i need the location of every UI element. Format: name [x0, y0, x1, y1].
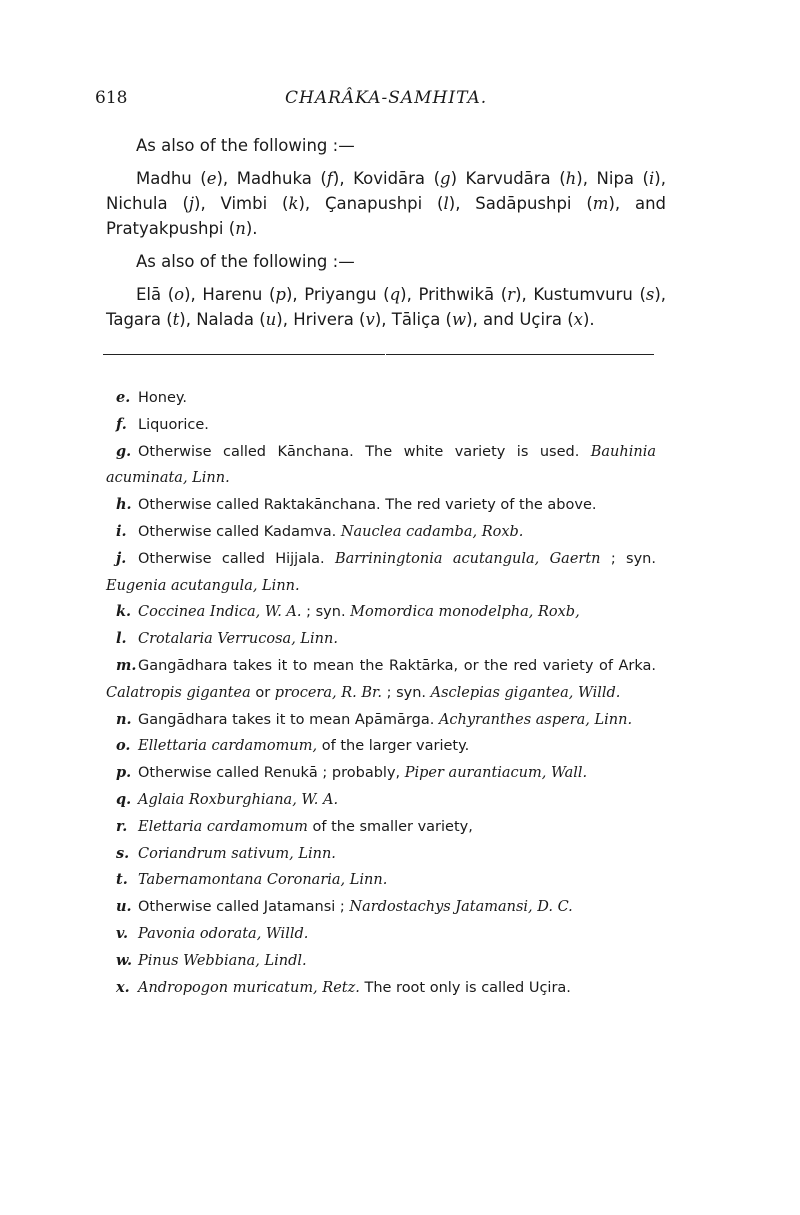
list-separator: .: [589, 310, 595, 329]
footnote-ref: p: [275, 285, 286, 304]
ingredient-name: Çanapushpi: [324, 194, 423, 213]
footnote-ref: t: [172, 310, 180, 329]
ingredient-name: Madhuka: [236, 169, 312, 188]
footnote-letter: r.: [116, 817, 128, 835]
footnote-ref: g: [440, 169, 451, 188]
footnote-ref: n: [235, 219, 246, 238]
footnote-letter: k.: [116, 603, 132, 621]
botanical-name: Calatropis gigantea: [106, 684, 251, 701]
ingredient-name: Uçira: [519, 310, 562, 329]
footnote-ref: m: [592, 194, 609, 213]
botanical-name: Coccinea Indica, W. A.: [138, 604, 302, 621]
botanical-name: Tabernamontana Coronaria, Linn.: [138, 872, 388, 889]
footnote-text: ; syn.: [381, 684, 431, 701]
footnote-text: Liquorice.: [138, 416, 209, 433]
botanical-name: Momordica monodelpha, Roxb,: [350, 604, 580, 621]
footnote: [106, 841, 656, 868]
botanical-name: Aglaia Roxburghiana, W. A.: [138, 791, 339, 808]
list-separator: ,: [282, 310, 294, 329]
ingredient-name: Vimbi: [220, 194, 268, 213]
footnote-letter: u.: [116, 898, 132, 916]
footnote-divider-left: [103, 354, 385, 355]
footnote: [106, 787, 656, 814]
footnote: [106, 492, 656, 519]
ingredient-name: Kovidāra: [353, 169, 426, 188]
ingredient-name: Tāliça: [391, 310, 441, 329]
list-separator: , and: [614, 194, 667, 213]
footnote-text: Honey.: [138, 390, 188, 406]
list-separator: ,: [406, 285, 419, 304]
list-separator: ,: [185, 310, 197, 329]
footnote-ref: r: [507, 285, 516, 304]
botanical-name: Ellettaria cardamomum,: [138, 738, 318, 755]
botanical-name: Nauclea cadamba, Roxb.: [340, 523, 524, 540]
footnote-letter: p.: [116, 764, 132, 782]
footnote: [106, 626, 656, 653]
footnote-ref: o: [174, 285, 185, 304]
ingredient-name: Nalada: [196, 310, 254, 329]
footnote: [106, 921, 656, 948]
footnote-letter: n.: [116, 710, 132, 728]
footnote-text: Otherwise called Kānchana. The white variety is used.: [138, 443, 591, 460]
ingredient-name: Harenu: [202, 285, 263, 304]
footnote-ref: h: [565, 169, 577, 188]
list-separator: ,: [304, 194, 325, 213]
footnote-letter: l.: [116, 630, 127, 648]
footnote-letter: s.: [116, 844, 130, 862]
footnote-ref: u: [265, 310, 277, 329]
footnote-letter: g.: [116, 442, 132, 460]
ingredient-name: Priyangu: [304, 285, 377, 304]
footnote-letter: o.: [116, 737, 131, 755]
botanical-name: Eugenia acutangula, Linn.: [106, 577, 300, 594]
footnotes: [106, 385, 656, 1001]
footnote-text: Otherwise called Renukā ; probably,: [138, 765, 405, 782]
list-separator: ,: [660, 169, 666, 188]
botanical-name: Barriningtonia acutangula, Gaertn: [334, 550, 601, 567]
footnote-text: of the smaller variety,: [307, 818, 473, 835]
botanical-name: Achyranthes aspera, Linn.: [438, 711, 633, 728]
footnote: [106, 760, 656, 787]
footnote-ref: s: [645, 285, 655, 304]
footnote-ref: q: [389, 285, 401, 304]
list-separator: ,: [660, 285, 667, 304]
ingredient-name: Nipa: [596, 169, 635, 188]
list-separator: ,: [381, 310, 392, 329]
botanical-name: procera, R. Br.: [274, 684, 382, 701]
footnote: [106, 412, 656, 439]
footnote-letter: w.: [116, 951, 133, 969]
footnote: [106, 385, 656, 412]
list-separator: ,: [190, 285, 203, 304]
page-number: 618: [95, 88, 128, 108]
ingredient-list-2: Elā (o), Harenu (p), Priyangu (q), Prithwikā (r), Kustumvuru (s), Tagara (t), Nalada (u), Hrivera (v), Tāliça (w), and Uçira (x).: [106, 285, 667, 329]
botanical-name: Nardostachys Jatamansi, D. C.: [349, 899, 573, 916]
ingredient-list-1: Madhu (e), Madhuka (f), Kovidāra (g) Karvudāra (h), Nipa (i), Nichula (j), Vimbi (k), Çanapushpi (l), Sadāpushpi (m), and Pratyakpushpi (n).: [106, 169, 667, 238]
list-separator: ,: [582, 169, 597, 188]
footnote-letter: v.: [116, 924, 129, 942]
ingredient-name: Kustumvuru: [533, 285, 633, 304]
footnote-text: Otherwise called Jatamansi ;: [138, 899, 350, 916]
footnote: [106, 948, 656, 975]
footnote-letter: t.: [116, 871, 128, 889]
list-separator: ,: [521, 285, 534, 304]
botanical-name: Coriandrum sativum, Linn.: [138, 845, 336, 862]
footnote-letter: h.: [116, 496, 132, 514]
footnote-ref: x: [573, 310, 583, 329]
botanical-name: Crotalaria Verrucosa, Linn.: [138, 631, 338, 648]
footnote: [106, 546, 656, 600]
ingredient-name: Tagara: [106, 310, 161, 329]
list-separator: [457, 169, 466, 188]
ingredient-name: Karvudāra: [465, 169, 551, 188]
list-separator: ,: [339, 169, 354, 188]
footnote-ref: l: [443, 194, 449, 213]
footnote-ref: w: [452, 310, 467, 329]
footnote: [106, 599, 656, 626]
footnote-ref: v: [365, 310, 375, 329]
list-separator: ,: [200, 194, 221, 213]
footnote: [106, 867, 656, 894]
footnote: [106, 894, 656, 921]
footnote-ref: k: [288, 194, 299, 213]
list-separator: , and: [472, 310, 520, 329]
ingredient-name: Elā: [136, 285, 162, 304]
page-header: [95, 88, 655, 118]
botanical-name: Bauhinia acuminata, Linn.: [106, 443, 656, 487]
botanical-name: Piper aurantiacum, Wall.: [404, 765, 588, 782]
footnote-text: or: [250, 684, 275, 701]
list-separator: ,: [222, 169, 237, 188]
botanical-name: Andropogon muricatum, Retz.: [138, 979, 360, 996]
ingredient-name: Prithwikā: [418, 285, 495, 304]
running-title: CHARÂKA-SAMHITA.: [285, 88, 488, 108]
footnote-text: The root only is called Uçira.: [359, 979, 571, 996]
footnote: [106, 653, 656, 707]
footnote: [106, 814, 656, 841]
footnote-ref: f: [326, 169, 333, 188]
footnote-letter: q.: [116, 790, 132, 808]
footnote: [106, 519, 656, 546]
footnote-text: Otherwise called Raktakānchana. The red variety of the above.: [138, 497, 597, 514]
botanical-name: Asclepias gigantea, Willd.: [430, 684, 621, 701]
footnote: [106, 733, 656, 760]
botanical-name: Pavonia odorata, Willd.: [138, 925, 309, 942]
footnote-letter: x.: [116, 978, 130, 996]
footnote-text: Otherwise called Kadamva.: [138, 523, 341, 540]
footnote-letter: i.: [116, 522, 127, 540]
footnote-text: ; syn.: [301, 604, 351, 621]
ingredient-name: Madhu: [136, 169, 192, 188]
footnote-ref: j: [188, 194, 195, 213]
main-text: [106, 133, 666, 340]
footnote-text: ; syn.: [600, 550, 656, 567]
botanical-name: Elettaria cardamomum: [138, 818, 308, 835]
footnote-ref: i: [649, 169, 655, 188]
footnote-text: Gangādhara takes it to mean the Raktārka, or the red variety of Arka.: [138, 657, 656, 674]
list-separator: ,: [455, 194, 476, 213]
footnote-letter: e.: [116, 389, 131, 406]
ingredient-name: Sadāpushpi: [475, 194, 572, 213]
footnote-letter: m.: [116, 656, 137, 674]
ingredient-name: Pratyakpushpi: [106, 219, 224, 238]
list-separator: ,: [292, 285, 305, 304]
intro-line-2: As also of the following :—: [136, 252, 355, 271]
footnote-letter: f.: [116, 415, 127, 433]
footnote: [106, 975, 656, 1002]
list-separator: .: [252, 219, 258, 238]
footnote-divider-right: [386, 354, 654, 355]
footnote-text: Otherwise called Hijjala.: [138, 550, 335, 567]
footnote-text: of the larger variety.: [317, 738, 470, 755]
footnote: [106, 707, 656, 734]
ingredient-name: Nichula: [106, 194, 168, 213]
botanical-name: Pinus Webbiana, Lindl.: [138, 952, 307, 969]
ingredient-name: Hrivera: [293, 310, 354, 329]
footnote-letter: j.: [116, 549, 127, 567]
intro-line-1: As also of the following :—: [136, 136, 355, 155]
footnote: [106, 439, 656, 493]
footnote-ref: e: [206, 169, 217, 188]
footnote-text: Gangādhara takes it to mean Apāmārga.: [138, 711, 439, 728]
